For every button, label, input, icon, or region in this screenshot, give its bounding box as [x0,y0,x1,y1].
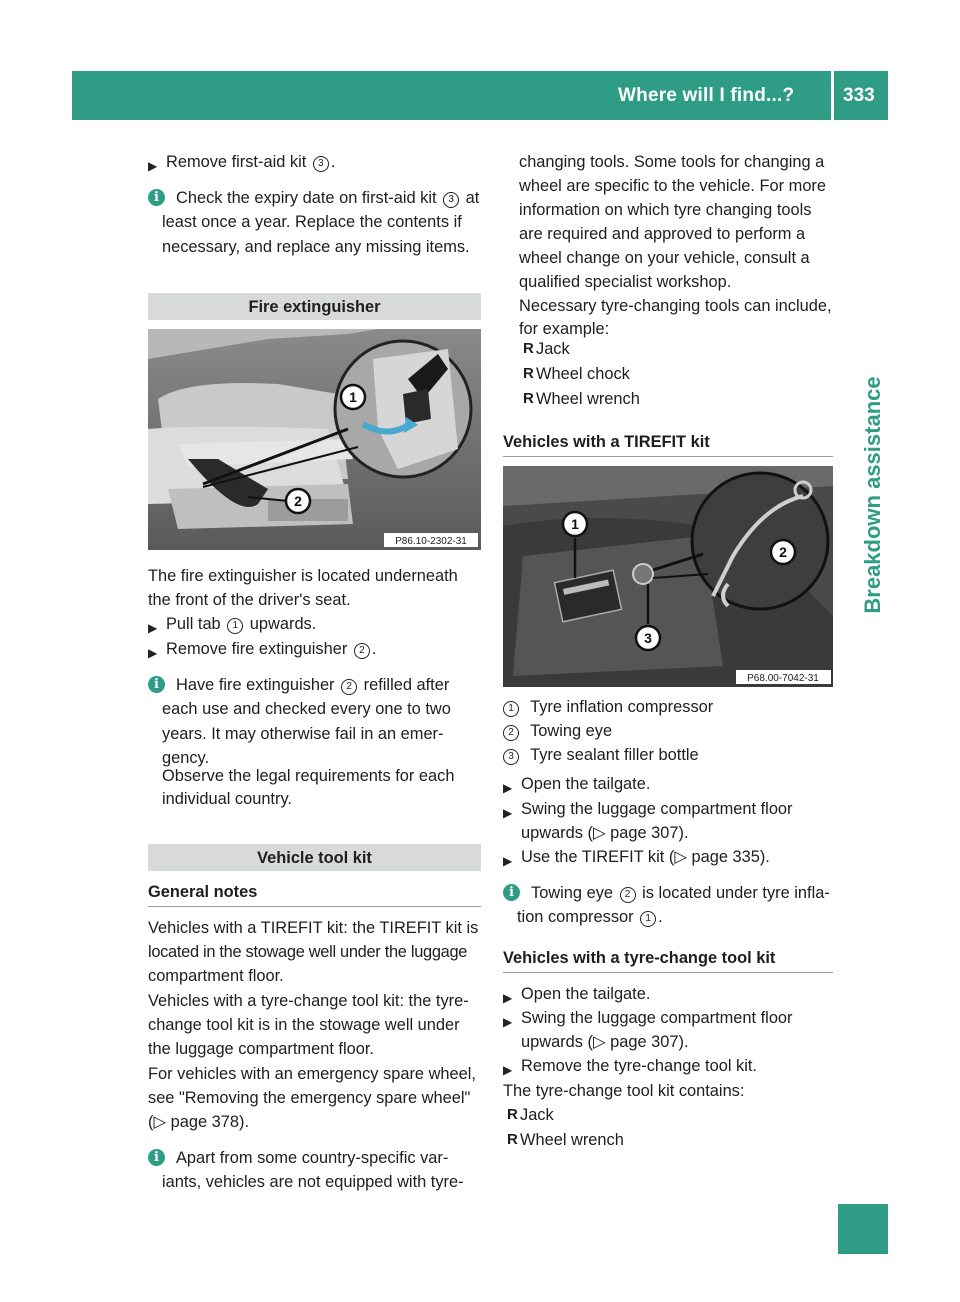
callout-3: 3 [644,630,652,646]
subheading-tirefit: Vehicles with a TIREFIT kit [503,433,710,451]
info4-line1: Towing eye 2 is located under tyre infla- [531,884,830,902]
callout-number-icon: 3 [313,156,329,172]
bullet-icon: R [507,1106,518,1123]
info1-line3: necessary, and replace any missing items. [162,238,470,256]
info2-line1: Have fire extinguisher 2 refilled after [176,676,450,694]
step-arrow-icon: ▶ [503,854,513,868]
step-use-tirefit: Use the TIREFIT kit (▷ page 335). [521,848,770,866]
step-swing2-line2: upwards (▷ page 307). [521,1033,689,1051]
step-remove-first-aid: Remove first-aid kit 3 . [166,153,336,171]
r-line3: information on which tyre changing tools [519,201,812,219]
callout-2: 2 [779,544,787,560]
r-line6: qualified specialist workshop. [519,273,732,291]
r-line7: Necessary tyre-changing tools can include, [519,297,832,315]
step-arrow-icon: ▶ [148,621,158,635]
tools-list-item: Jack [536,340,570,358]
info1-line2: least once a year. Replace the contents if [162,213,462,231]
legend-item-1: 1 Tyre inflation compressor [503,695,713,720]
gn-line7: For vehicles with an emergency spare wheel, [148,1065,476,1083]
legend-item-3: 3 Tyre sealant filler bottle [503,743,699,768]
r-line1: changing tools. Some tools for changing a [519,153,825,171]
info-icon: i [148,189,165,206]
image-code: P68.00-7042-31 [747,673,819,684]
tools-list-item: Wheel wrench [536,390,640,408]
step-open-tailgate: Open the tailgate. [521,775,651,793]
step-arrow-icon: ▶ [503,806,513,820]
image-code: P86.10-2302-31 [395,536,467,547]
bullet-icon: R [523,340,534,357]
step-arrow-icon: ▶ [503,1015,513,1029]
info2-line5: Observe the legal requirements for each [162,767,455,785]
info3-line2: iants, vehicles are not equipped with tyre- [162,1173,464,1191]
divider [503,456,833,457]
step-arrow-icon: ▶ [148,646,158,660]
step-pull-tab: Pull tab 1 upwards. [166,615,317,633]
callout-1: 1 [571,516,579,532]
callout-number-icon: 2 [503,725,519,741]
callout-1: 1 [349,389,357,405]
gn-line5: change tool kit is in the stowage well under [148,1016,460,1034]
step-arrow-icon: ▶ [503,1063,513,1077]
gn-line8: see "Removing the emergency spare wheel" [148,1089,471,1107]
step-remove-tool-kit: Remove the tyre-change tool kit. [521,1057,757,1075]
callout-number-icon: 2 [341,679,357,695]
info-icon: i [503,884,520,901]
gn-line9: (▷ page 378). [148,1113,249,1131]
step-remove-fire-extinguisher: Remove fire extinguisher 2 . [166,640,377,658]
info4-line2: tion compressor 1 . [517,908,663,926]
contains-text: The tyre-change tool kit contains: [503,1082,745,1100]
bullet-icon: R [523,365,534,382]
fire-text-line2: the front of the driver's seat. [148,591,351,609]
callout-number-icon: 3 [443,192,459,208]
callout-number-icon: 2 [620,887,636,903]
fire-extinguisher-photo [148,329,481,550]
subheading-tyre-change: Vehicles with a tyre-change tool kit [503,949,776,967]
section-heading-fire-extinguisher: Fire extinguisher [148,293,481,320]
side-tab-label: Breakdown assistance [859,376,885,614]
contains-list-item: Jack [520,1106,554,1124]
info3-line1: Apart from some country-specific var- [176,1149,449,1167]
r-line5: wheel change on your vehicle, consult a [519,249,810,267]
header-separator [831,71,834,120]
side-tab [838,376,888,614]
callout-number-icon: 1 [503,701,519,717]
gn-line2: located in the stowage well under the luggage [148,943,468,961]
divider [503,972,833,973]
callout-number-icon: 3 [503,749,519,765]
step-arrow-icon: ▶ [503,781,513,795]
info1-line1: Check the expiry date on first-aid kit 3 at [176,189,480,207]
section-heading-vehicle-tool-kit: Vehicle tool kit [148,844,481,871]
step-swing-line1: Swing the luggage compartment floor [521,800,793,818]
callout-number-icon: 1 [227,618,243,634]
info2-line6: individual country. [162,790,292,808]
r-line4: are required and approved to perform a [519,225,806,243]
bullet-icon: R [507,1131,518,1148]
callout-number-icon: 1 [640,911,656,927]
side-tab-box [838,1204,888,1254]
contains-list-item: Wheel wrench [520,1131,624,1149]
gn-line1: Vehicles with a TIREFIT kit: the TIREFIT kit is [148,919,479,937]
tirefit-photo [503,466,833,687]
divider [148,906,481,907]
legend-item-2: 2 Towing eye [503,719,612,744]
step-swing-line2: upwards (▷ page 307). [521,824,689,842]
subheading-general-notes: General notes [148,883,258,901]
gn-line6: the luggage compartment floor. [148,1040,374,1058]
bullet-icon: R [523,390,534,407]
callout-number-icon: 2 [354,643,370,659]
step-swing2-line1: Swing the luggage compartment floor [521,1009,793,1027]
gn-line4: Vehicles with a tyre-change tool kit: the tyre- [148,992,469,1010]
step-open-tailgate-2: Open the tailgate. [521,985,651,1003]
info-icon: i [148,1149,165,1166]
header-title: Where will I find...? [618,85,795,106]
fire-text-line1: The fire extinguisher is located underneath [148,567,458,585]
seat-illustration [148,329,481,550]
gn-line3: compartment floor. [148,967,284,985]
step-arrow-icon: ▶ [503,991,513,1005]
luggage-well-illustration [503,466,833,687]
tools-list-item: Wheel chock [536,365,630,383]
info2-line3: years. It may otherwise fail in an emer- [162,725,444,743]
info2-line2: each use and checked every one to two [162,700,451,718]
step-arrow-icon: ▶ [148,159,158,173]
page-number: 333 [843,85,875,106]
r-line8: for example: [519,320,610,338]
callout-2: 2 [294,493,302,509]
info2-line4: gency. [162,749,210,767]
info-icon: i [148,676,165,693]
r-line2: wheel are specific to the vehicle. For more [519,177,827,195]
